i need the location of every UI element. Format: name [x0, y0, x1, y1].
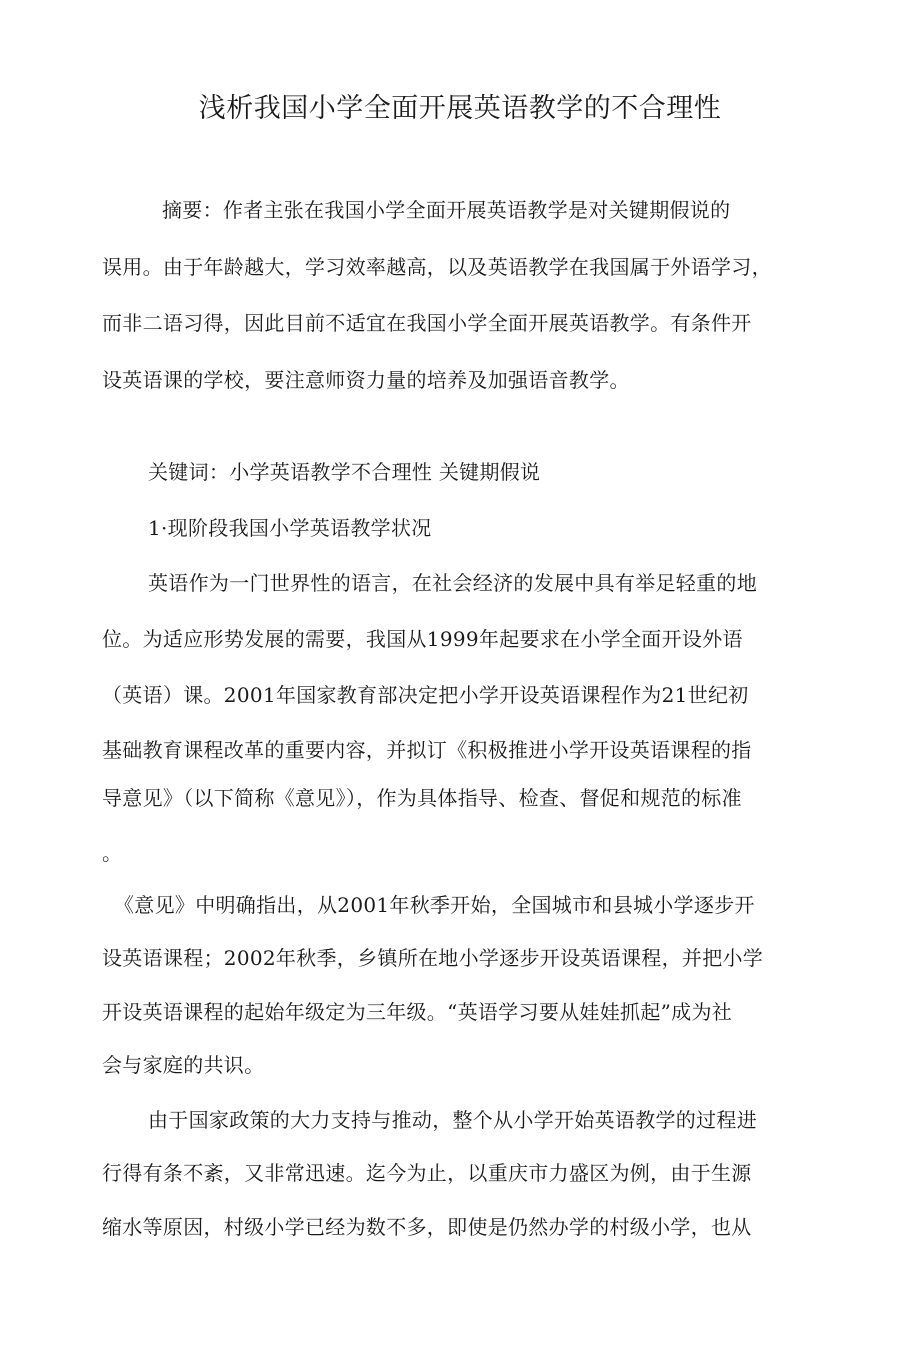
paragraph-line: 英语作为一门世界性的语言，在社会经济的发展中具有举足轻重的地	[148, 571, 757, 595]
paragraph-line: 缩水等原因，村级小学已经为数不多，即使是仍然办学的村级小学，也从	[102, 1215, 752, 1239]
section-heading: 1·现阶段我国小学英语教学状况	[148, 516, 432, 540]
paragraph-line: 导意见》（以下简称《意见》），作为具体指导、检查、督促和规范的标准	[102, 786, 742, 810]
paragraph-line: 《意见》中明确指出，从2001年秋季开始，全国城市和县城小学逐步开	[114, 893, 755, 917]
paragraph-line: 由于国家政策的大力支持与推动，整个从小学开始英语教学的过程进	[148, 1108, 757, 1132]
abstract-line: 设英语课的学校，要注意师资力量的培养及加强语音教学。	[102, 368, 630, 392]
keywords: 关键词：小学英语教学不合理性 关键期假说	[148, 460, 541, 484]
paragraph-line: 开设英语课程的起始年级定为三年级。“英语学习要从娃娃抓起”成为社	[102, 1000, 733, 1024]
paragraph-line: 设英语课程；2002年秋季，乡镇所在地小学逐步开设英语课程，并把小学	[102, 946, 764, 970]
abstract-line: 摘要：作者主张在我国小学全面开展英语教学是对关键期假说的	[162, 198, 731, 222]
paragraph-line: （英语）课。2001年国家教育部决定把小学开设英语课程作为21世纪初	[102, 683, 749, 707]
abstract-line: 而非二语习得，因此目前不适宜在我国小学全面开展英语教学。有条件开	[102, 311, 752, 335]
abstract-line: 误用。由于年龄越大，学习效率越高，以及英语教学在我国属于外语学习，	[102, 255, 772, 279]
document-title: 浅析我国小学全面开展英语教学的不合理性	[198, 93, 722, 124]
paragraph-line: 会与家庭的共识。	[102, 1053, 265, 1077]
paragraph-line: 行得有条不紊，又非常迅速。迄今为止，以重庆市力盛区为例，由于生源	[102, 1161, 752, 1185]
paragraph-line: 。	[102, 841, 123, 865]
paragraph-line: 基础教育课程改革的重要内容，并拟订《积极推进小学开设英语课程的指	[102, 738, 752, 762]
paragraph-line: 位。为适应形势发展的需要，我国从1999年起要求在小学全面开设外语	[102, 627, 743, 651]
